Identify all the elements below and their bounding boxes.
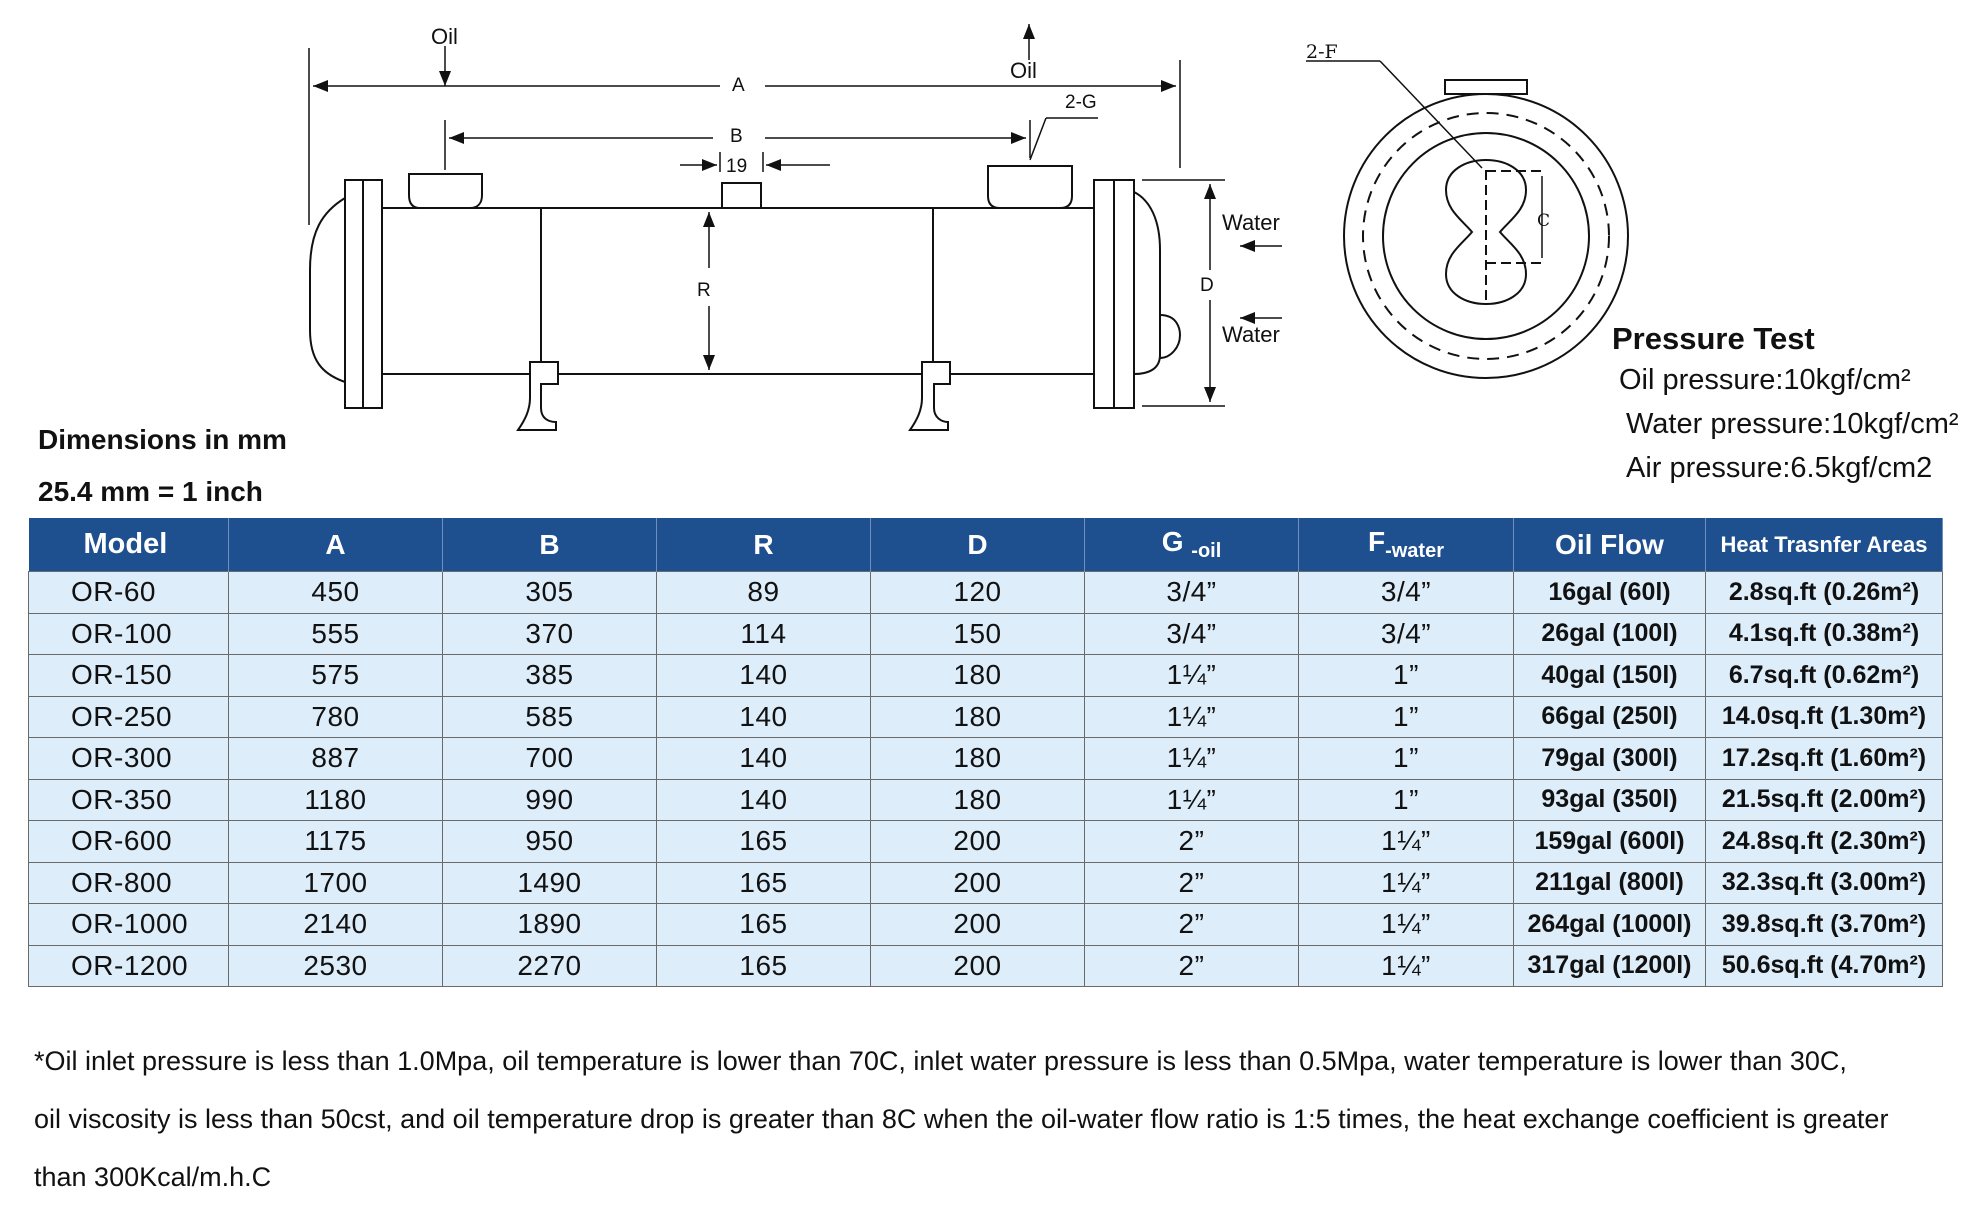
cell-g: 1¼” (1085, 738, 1299, 780)
cell-r: 165 (657, 904, 871, 946)
dim-2g-label: 2-G (1065, 92, 1097, 113)
water-pressure: Water pressure:10kgf/cm² (1626, 408, 1959, 440)
cell-r: 140 (657, 655, 871, 697)
center-vent (722, 183, 761, 208)
water-port (1160, 315, 1180, 358)
spec-table (28, 518, 1943, 987)
cell-f: 1¼” (1299, 862, 1514, 904)
cell-g: 3/4” (1085, 572, 1299, 614)
header-oil-flow: Oil Flow (1514, 518, 1706, 572)
cell-g: 2” (1085, 904, 1299, 946)
cell-b: 370 (443, 613, 657, 655)
dim-a-label: A (732, 75, 745, 96)
oil-inlet-nozzle (409, 174, 482, 208)
header-b: B (443, 518, 657, 572)
end-view-tab (1445, 80, 1527, 94)
cell-a: 887 (229, 738, 443, 780)
cell-flow: 159gal (600l) (1514, 821, 1706, 863)
cell-f: 1¼” (1299, 904, 1514, 946)
cell-flow: 26gal (100l) (1514, 613, 1706, 655)
cell-model: OR-1000 (29, 904, 229, 946)
table-row (29, 779, 1943, 821)
cell-a: 1180 (229, 779, 443, 821)
dim-19-label: 19 (726, 156, 748, 177)
cell-area: 17.2sq.ft (1.60m²) (1706, 738, 1943, 780)
footnote-line-2: oil viscosity is less than 50cst, and oil temperature drop is greater than 8C when the oil-water flow ratio is 1:5 times, the heat exchange coefficient is greater (34, 1104, 1889, 1134)
cell-r: 140 (657, 696, 871, 738)
cell-d: 200 (871, 821, 1085, 863)
cell-r: 114 (657, 613, 871, 655)
spec-table-body (29, 572, 1943, 987)
pressure-test-title: Pressure Test (1612, 321, 1815, 356)
cell-f: 3/4” (1299, 613, 1514, 655)
cell-f: 1” (1299, 779, 1514, 821)
cell-b: 1890 (443, 904, 657, 946)
cell-area: 21.5sq.ft (2.00m²) (1706, 779, 1943, 821)
cell-d: 200 (871, 862, 1085, 904)
cell-model: OR-250 (29, 696, 229, 738)
cell-r: 165 (657, 862, 871, 904)
cell-g: 2” (1085, 945, 1299, 987)
cell-flow: 93gal (350l) (1514, 779, 1706, 821)
cell-flow: 66gal (250l) (1514, 696, 1706, 738)
cell-area: 6.7sq.ft (0.62m²) (1706, 655, 1943, 697)
header-model: Model (29, 518, 229, 572)
right-end-cap (1134, 192, 1160, 374)
oil-outlet-nozzle (988, 166, 1072, 208)
cell-g: 3/4” (1085, 613, 1299, 655)
cell-model: OR-350 (29, 779, 229, 821)
dim-d-label: D (1200, 275, 1214, 296)
table-row (29, 572, 1943, 614)
left-end-cap (310, 198, 345, 382)
header-d: D (871, 518, 1085, 572)
header-g (1085, 518, 1299, 572)
cell-area: 2.8sq.ft (0.26m²) (1706, 572, 1943, 614)
cell-f: 1¼” (1299, 821, 1514, 863)
cell-a: 1175 (229, 821, 443, 863)
cell-f: 1” (1299, 655, 1514, 697)
table-row (29, 862, 1943, 904)
air-pressure: Air pressure:6.5kgf/cm2 (1626, 452, 1933, 484)
cell-a: 450 (229, 572, 443, 614)
water-out-label: Water (1222, 322, 1280, 347)
cell-r: 165 (657, 821, 871, 863)
cell-r: 89 (657, 572, 871, 614)
cell-b: 305 (443, 572, 657, 614)
cell-flow: 40gal (150l) (1514, 655, 1706, 697)
table-row (29, 696, 1943, 738)
cell-d: 150 (871, 613, 1085, 655)
left-support (518, 362, 558, 430)
cell-b: 2270 (443, 945, 657, 987)
dim-b-label: B (730, 126, 743, 147)
cell-b: 1490 (443, 862, 657, 904)
cell-g: 2” (1085, 821, 1299, 863)
cell-flow: 317gal (1200l) (1514, 945, 1706, 987)
cell-area: 50.6sq.ft (4.70m²) (1706, 945, 1943, 987)
header-heat-area: Heat Trasnfer Areas (1706, 518, 1943, 572)
cell-f: 1” (1299, 738, 1514, 780)
cell-d: 180 (871, 738, 1085, 780)
cell-r: 140 (657, 738, 871, 780)
end-2f-label: 2-F (1306, 41, 1338, 63)
oil-out-label: Oil (1010, 58, 1037, 83)
cell-a: 1700 (229, 862, 443, 904)
cell-b: 950 (443, 821, 657, 863)
cell-d: 180 (871, 779, 1085, 821)
table-row (29, 904, 1943, 946)
cell-model: OR-100 (29, 613, 229, 655)
cell-g: 1¼” (1085, 696, 1299, 738)
cell-area: 32.3sq.ft (3.00m²) (1706, 862, 1943, 904)
table-row (29, 821, 1943, 863)
cell-r: 140 (657, 779, 871, 821)
footnote-line-3: than 300Kcal/m.h.C (34, 1162, 272, 1192)
header-f-main: F (1367, 526, 1386, 557)
cell-model: OR-300 (29, 738, 229, 780)
water-in-label: Water (1222, 210, 1280, 235)
cell-model: OR-600 (29, 821, 229, 863)
header-g-sub: -oil (1191, 540, 1222, 562)
table-row (29, 613, 1943, 655)
cell-a: 555 (229, 613, 443, 655)
header-a: A (229, 518, 443, 572)
header-g-main: G (1161, 526, 1184, 557)
oil-in-label: Oil (431, 24, 458, 49)
cell-d: 120 (871, 572, 1085, 614)
cell-model: OR-1200 (29, 945, 229, 987)
cell-area: 24.8sq.ft (2.30m²) (1706, 821, 1943, 863)
cell-a: 2140 (229, 904, 443, 946)
cell-a: 780 (229, 696, 443, 738)
cell-f: 1¼” (1299, 945, 1514, 987)
dimensions-note: Dimensions in mm (38, 424, 287, 455)
dim-r-label: R (697, 280, 711, 301)
cell-flow: 264gal (1000l) (1514, 904, 1706, 946)
footnote-line-1: *Oil inlet pressure is less than 1.0Mpa, oil temperature is lower than 70C, inlet water pressure is less than 0.5Mpa, water temperature is lower than 30C, (34, 1046, 1847, 1076)
cell-g: 2” (1085, 862, 1299, 904)
cell-model: OR-60 (29, 572, 229, 614)
cell-d: 200 (871, 904, 1085, 946)
cell-flow: 16gal (60l) (1514, 572, 1706, 614)
shell-body (382, 208, 1094, 374)
cell-b: 700 (443, 738, 657, 780)
cell-model: OR-150 (29, 655, 229, 697)
cell-area: 4.1sq.ft (0.38m²) (1706, 613, 1943, 655)
header-f (1299, 518, 1514, 572)
cell-flow: 79gal (300l) (1514, 738, 1706, 780)
pressure-test-panel (1612, 320, 1959, 490)
cell-b: 585 (443, 696, 657, 738)
table-row (29, 738, 1943, 780)
table-header-row (29, 518, 1943, 572)
cell-d: 180 (871, 696, 1085, 738)
cell-g: 1¼” (1085, 779, 1299, 821)
cell-d: 200 (871, 945, 1085, 987)
conversion-note: 25.4 mm = 1 inch (38, 476, 263, 507)
table-row (29, 945, 1943, 987)
header-r: R (657, 518, 871, 572)
cell-d: 180 (871, 655, 1085, 697)
cell-model: OR-800 (29, 862, 229, 904)
cell-r: 165 (657, 945, 871, 987)
end-c-label: C (1537, 211, 1551, 231)
cell-flow: 211gal (800l) (1514, 862, 1706, 904)
footnote (34, 1032, 1934, 1206)
cell-g: 1¼” (1085, 655, 1299, 697)
cell-f: 3/4” (1299, 572, 1514, 614)
cell-b: 385 (443, 655, 657, 697)
cell-b: 990 (443, 779, 657, 821)
header-f-sub: -water (1385, 540, 1444, 562)
right-support (910, 362, 950, 430)
cell-a: 2530 (229, 945, 443, 987)
cell-a: 575 (229, 655, 443, 697)
oil-pressure: Oil pressure:10kgf/cm² (1619, 364, 1911, 396)
cell-f: 1” (1299, 696, 1514, 738)
table-row (29, 655, 1943, 697)
cell-area: 14.0sq.ft (1.30m²) (1706, 696, 1943, 738)
cell-area: 39.8sq.ft (3.70m²) (1706, 904, 1943, 946)
